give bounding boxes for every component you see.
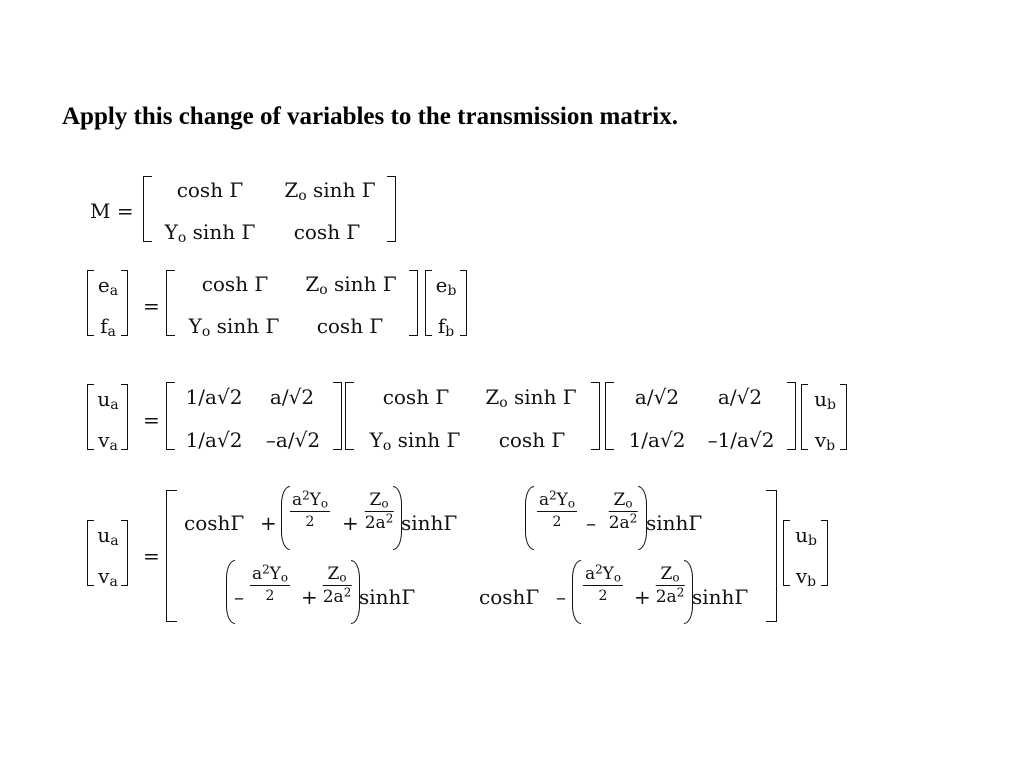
vector-eb: $e_b$ [435,273,457,299]
fraction-zo-over-2a2: $Z_o$ $2a^2$ [608,490,638,533]
a12-entry: a/√2 [269,385,315,409]
vector-vb: $v_b$ [814,428,836,454]
right-bracket [333,382,342,450]
minus-sign: – [234,585,244,609]
right-bracket [460,270,467,336]
vector-ub: $u_b$ [795,523,817,549]
plus-sign: + [260,511,277,535]
right-bracket [840,384,847,450]
fraction-zo-over-2a2: $Z_o$ $2a^2$ [364,490,394,533]
left-bracket [87,270,94,336]
left-bracket [801,384,808,450]
right-bracket [591,382,600,450]
cosh-term: coshΓ [479,585,540,609]
fraction-a2-yo-over-2: $a^2Y_o$ 2 [584,562,622,604]
sinh-term: sinhΓ [359,585,416,609]
fraction-a2-yo-over-2: $a^2Y_o$ 2 [251,562,289,604]
minus-sign: – [586,511,596,535]
right-bracket [787,382,796,450]
vector-ua: $u_a$ [97,523,119,549]
plus-sign: + [301,585,318,609]
right-bracket [387,176,396,242]
left-bracket [166,270,175,336]
equals-sign: = [143,294,160,318]
cosh-term: coshΓ [184,511,245,535]
vector-ea: $e_a$ [97,273,119,299]
m21-entry: $Y_o$ sinh Γ [164,220,256,246]
m22-entry: cosh Γ [293,220,361,244]
a11-entry: 1/a√2 [185,385,243,409]
left-bracket [166,490,177,622]
equals-sign: = [143,408,160,432]
left-bracket [87,384,94,450]
fraction-a2-yo-over-2: $a^2Y_o$ 2 [291,488,329,530]
vector-va: $v_a$ [98,428,118,454]
left-paren [525,486,534,550]
vector-va: $v_a$ [98,564,118,590]
matrix-m-lhs: M = [90,199,134,223]
m21-entry: $Y_o$ sinh Γ [188,314,280,340]
vector-fb: $f_b$ [437,314,455,340]
a22-entry: –a/√2 [265,428,321,452]
b11-entry: a/√2 [634,385,680,409]
m12-entry: $Z_o$ sinh Γ [485,385,577,411]
left-bracket [87,520,94,586]
right-bracket [121,520,128,586]
sinh-term: sinhΓ [646,511,703,535]
left-bracket [345,382,354,450]
equals-sign: = [143,544,160,568]
vector-vb: $v_b$ [795,564,817,590]
sinh-term: sinhΓ [401,511,458,535]
plus-sign: + [634,585,651,609]
right-bracket [121,270,128,336]
fraction-zo-over-2a2: $Z_o$ $2a^2$ [322,564,352,607]
m22-entry: cosh Γ [498,428,566,452]
m11-entry: cosh Γ [176,178,244,202]
right-bracket [409,270,418,336]
left-paren [572,560,581,624]
minus-sign: – [556,585,566,609]
right-bracket [821,520,828,586]
right-bracket [121,384,128,450]
right-bracket [766,490,777,622]
left-bracket [166,382,175,450]
fraction-a2-yo-over-2: $a^2Y_o$ 2 [538,488,576,530]
b22-entry: –1/a√2 [707,428,775,452]
slide-title: Apply this change of variables to the transmission matrix. [62,103,678,130]
fraction-zo-over-2a2: $Z_o$ $2a^2$ [655,564,685,607]
left-bracket [143,176,152,242]
left-bracket [783,520,790,586]
b21-entry: 1/a√2 [628,428,686,452]
vector-ua: $u_a$ [97,387,119,413]
a21-entry: 1/a√2 [185,428,243,452]
plus-sign: + [342,511,359,535]
left-bracket [425,270,432,336]
b12-entry: a/√2 [717,385,763,409]
m21-entry: $Y_o$ sinh Γ [369,428,461,454]
m12-entry: $Z_o$ sinh Γ [284,178,376,204]
m11-entry: cosh Γ [201,272,269,296]
vector-fa: $f_a$ [100,314,116,340]
m12-entry: $Z_o$ sinh Γ [305,272,397,298]
vector-ub: $u_b$ [814,387,836,413]
m11-entry: cosh Γ [382,385,450,409]
left-bracket [605,382,614,450]
left-paren [281,486,290,550]
m22-entry: cosh Γ [316,314,384,338]
sinh-term: sinhΓ [692,585,749,609]
